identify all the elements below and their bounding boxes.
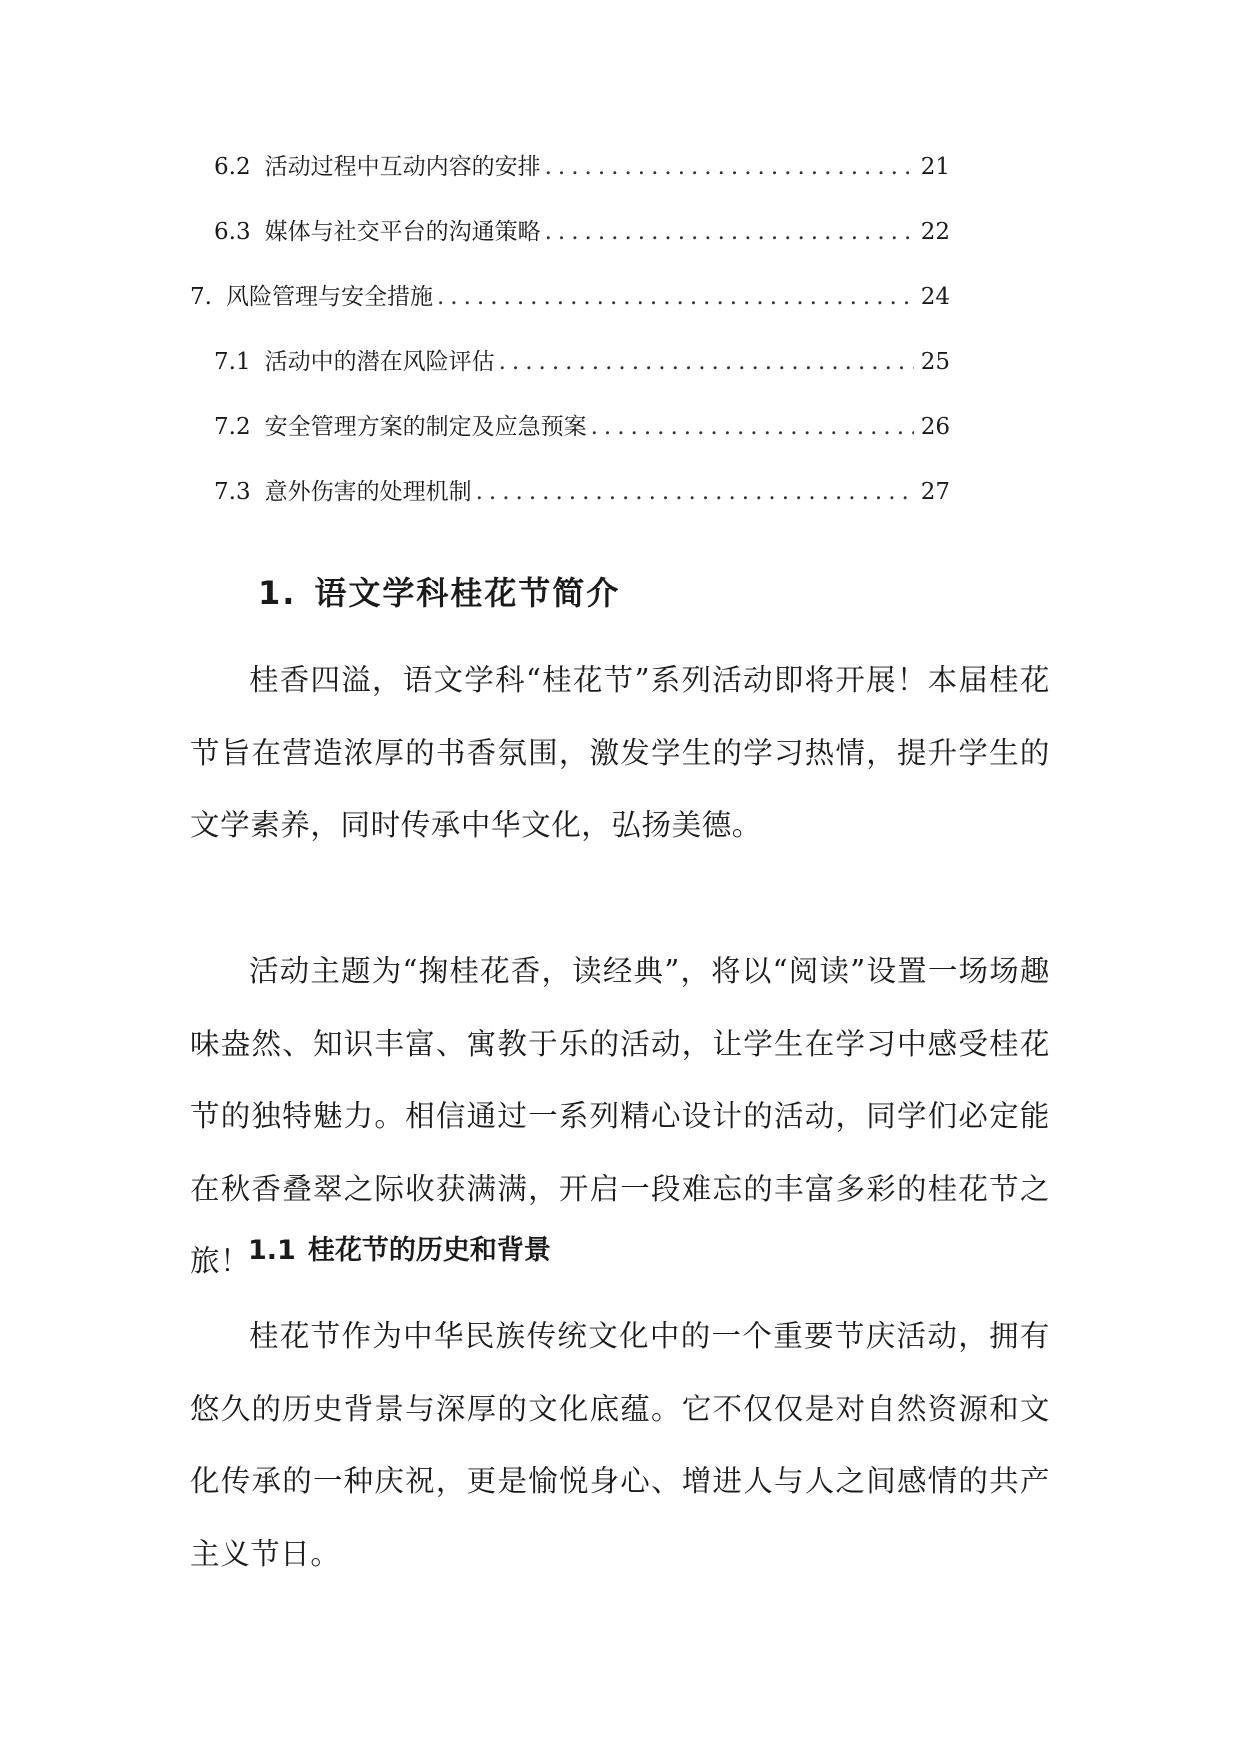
toc-entry-number: 7.3	[214, 479, 251, 505]
toc-entry-number: 6.2	[214, 154, 251, 180]
toc-entry-page: 21	[920, 154, 950, 180]
toc-leader-dots	[499, 349, 914, 375]
toc-leader-dots	[591, 414, 914, 440]
toc-entry[interactable]	[190, 408, 950, 473]
toc-entry-title: 意外伤害的处理机制	[264, 479, 472, 505]
toc-entry[interactable]	[190, 148, 950, 213]
subsection-heading	[248, 1228, 551, 1267]
toc-entry-number: 6.3	[214, 219, 251, 245]
toc-leader-dots	[545, 219, 914, 245]
toc-entry-title: 活动过程中互动内容的安排	[264, 154, 541, 180]
body-paragraph: 活动主题为“掬桂花香，读经典”，将以“阅读”设置一场场趣味盎然、知识丰富、寓教于乐的活动，让学生在学习中感受桂花节的独特魅力。相信通过一系列精心设计的活动，同学们必定能在秋香叠翠之际收获满满，开启一段难忘的丰富多彩的桂花节之旅！	[190, 954, 1050, 1278]
toc-entry[interactable]	[190, 473, 950, 538]
toc-entry-page: 27	[920, 479, 950, 505]
section-heading	[258, 568, 620, 614]
toc-entry-number: 7.1	[214, 349, 251, 375]
body-paragraph: 桂花节作为中华民族传统文化中的一个重要节庆活动，拥有悠久的历史背景与深厚的文化底蕴。它不仅仅是对自然资源和文化传承的一种庆祝，更是愉悦身心、增进人与人之间感情的共产主义节日。	[190, 1319, 1050, 1571]
toc-entry[interactable]	[190, 213, 950, 278]
toc-entry-page: 22	[920, 219, 950, 245]
subsection-heading-title: 桂花节的历史和背景	[307, 1235, 551, 1266]
toc-entry-title: 活动中的潜在风险评估	[264, 349, 495, 375]
table-of-contents	[190, 148, 950, 538]
toc-leader-dots	[545, 154, 914, 180]
toc-entry-title: 媒体与社交平台的沟通策略	[264, 219, 541, 245]
toc-entry-page: 26	[920, 414, 950, 440]
subsection-heading-number: 1.1	[248, 1235, 296, 1266]
toc-leader-dots	[476, 479, 914, 505]
toc-entry-title: 安全管理方案的制定及应急预案	[264, 414, 587, 440]
toc-entry[interactable]	[190, 278, 950, 343]
section-heading-number: 1.	[258, 574, 297, 612]
toc-entry-title: 风险管理与安全措施	[225, 284, 433, 310]
toc-entry-number: 7.2	[214, 414, 251, 440]
toc-entry-page: 25	[920, 349, 950, 375]
toc-leader-dots	[437, 284, 914, 310]
section-heading-title: 语文学科桂花节简介	[314, 574, 621, 612]
toc-entry[interactable]	[190, 343, 950, 408]
body-paragraph: 桂香四溢，语文学科“桂花节”系列活动即将开展！本届桂花节旨在营造浓厚的书香氛围，激发学生的学习热情，提升学生的文学素养，同时传承中华文化，弘扬美德。	[190, 663, 1050, 842]
toc-entry-page: 24	[920, 284, 950, 310]
toc-entry-number: 7.	[190, 284, 212, 310]
